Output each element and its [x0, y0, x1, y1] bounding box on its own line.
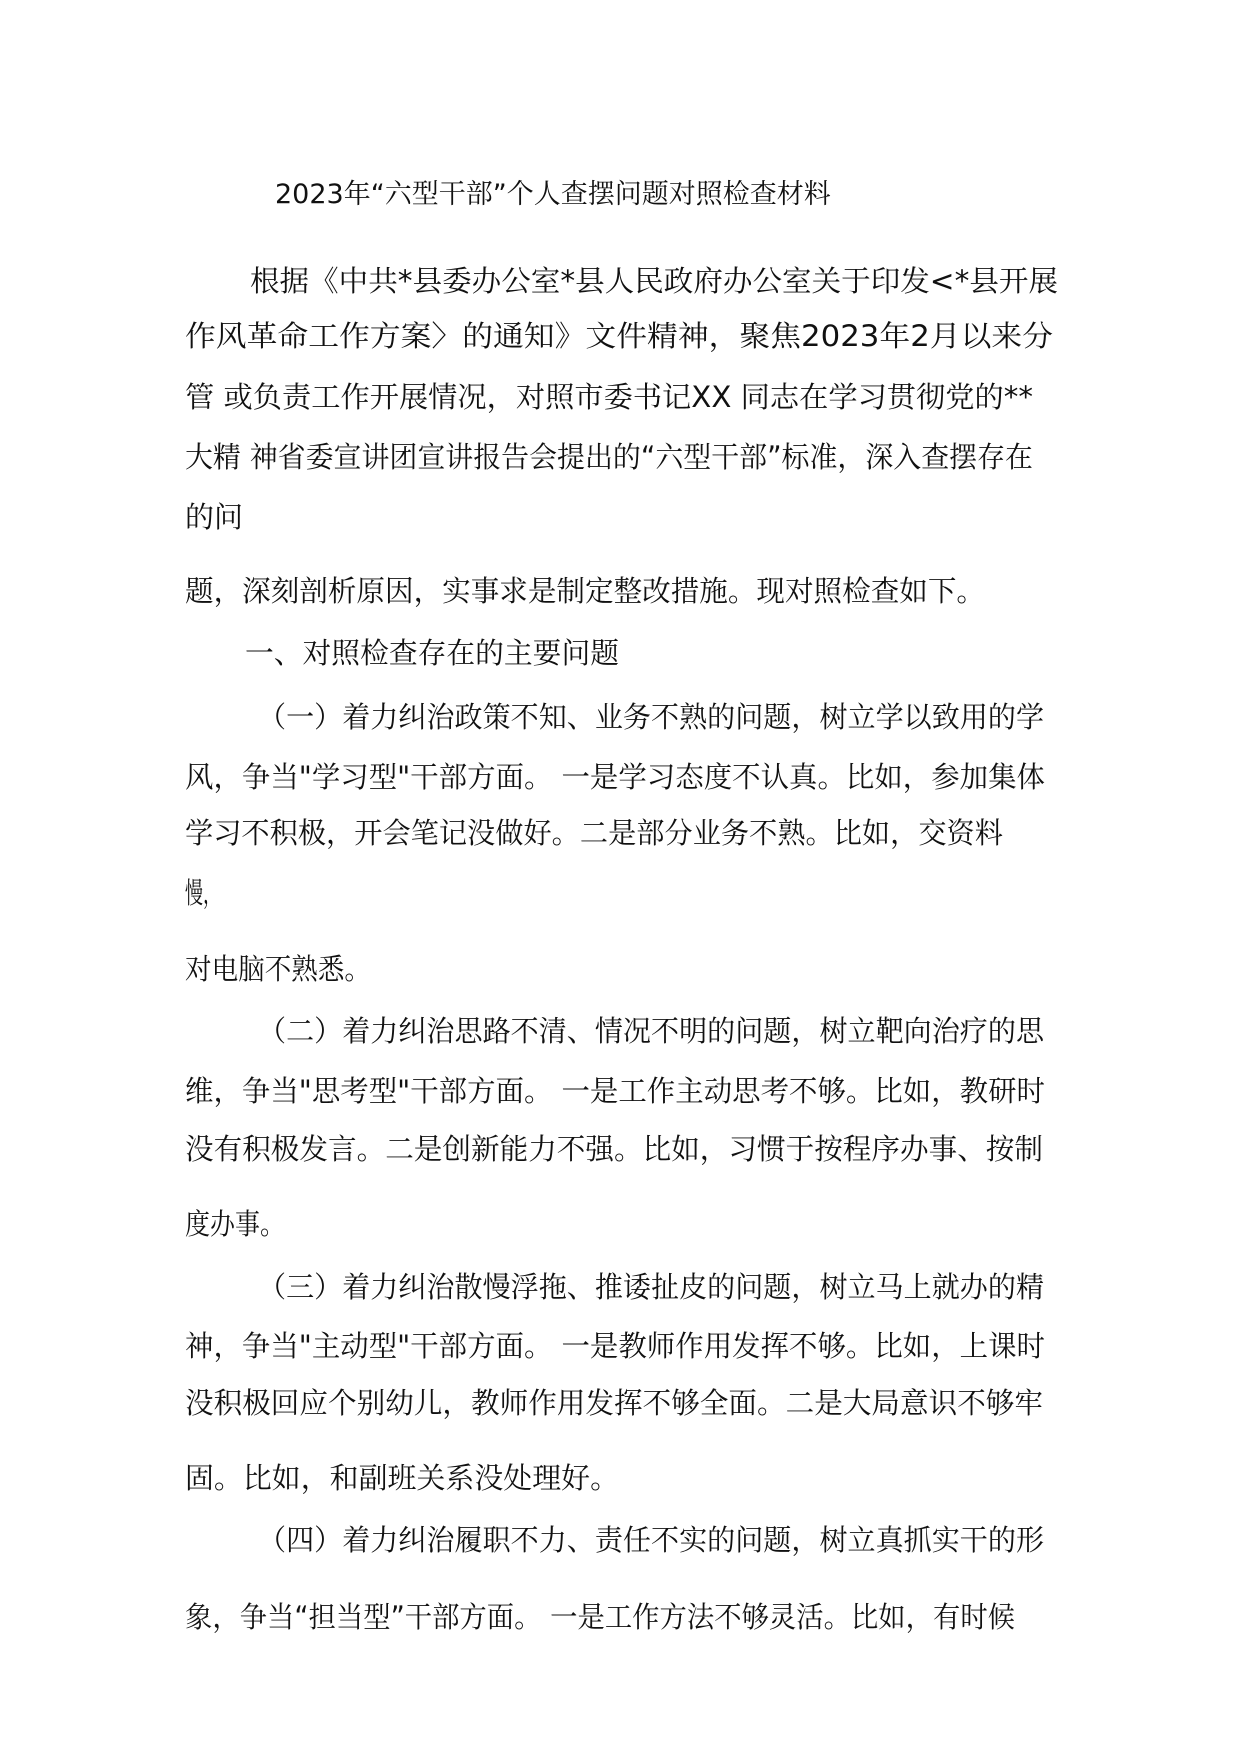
- body-line: 题，深刻剖析原因，实事求是制定整改措施。现对照检查如下。: [185, 574, 985, 608]
- body-line: 作风革命工作方案〉的通知》文件精神，聚焦2023年2月以来分: [185, 319, 1054, 353]
- body-line: 没积极回应个别幼儿，教师作用发挥不够全面。二是大局意识不够牢: [185, 1386, 1044, 1420]
- document-title: 2023年“六型干部”个人查摆问题对照检查材料: [275, 179, 831, 210]
- body-line: 大精 神省委宣讲团宣讲报告会提出的“六型干部”标准，深入查摆存在: [185, 440, 1033, 474]
- body-line: 学习不积极，开会笔记没做好。二是部分业务不熟。比如，交资料: [185, 816, 1003, 850]
- body-line: 象，争当“担当型”干部方面。 一是工作方法不够灵活。比如，有时候: [185, 1600, 1016, 1634]
- body-line: 固。比如，和副班关系没处理好。: [185, 1461, 620, 1495]
- body-line: 没有积极发言。二是创新能力不强。比如，习惯于按程序办事、按制: [185, 1132, 1044, 1166]
- body-line: （四）着力纠治履职不力、责任不实的问题，树立真抓实干的形: [258, 1523, 1045, 1557]
- body-line: 度办事。: [185, 1207, 286, 1241]
- body-line: 维，争当"思考型"干部方面。 一是工作主动思考不够。比如，教研时: [185, 1074, 1045, 1108]
- body-line: 慢，: [185, 876, 221, 910]
- body-line: 对电脑不熟悉。: [185, 952, 372, 986]
- section-heading: 一、对照检查存在的主要问题: [245, 636, 619, 670]
- body-line: 神，争当"主动型"干部方面。 一是教师作用发挥不够。比如，上课时: [185, 1329, 1045, 1363]
- body-line: （三）着力纠治散慢浮拖、推诿扯皮的问题，树立马上就办的精: [258, 1270, 1045, 1304]
- body-line: 根据《中共*县委办公室*县人民政府办公室关于印发<*县开展: [250, 264, 1059, 298]
- body-line: 的问: [185, 500, 243, 534]
- body-line: （二）着力纠治思路不清、情况不明的问题，树立靶向治疗的思: [258, 1014, 1045, 1048]
- body-line: （一）着力纠治政策不知、业务不熟的问题，树立学以致用的学: [258, 700, 1045, 734]
- body-line: 风，争当"学习型"干部方面。 一是学习态度不认真。比如，参加集体: [185, 760, 1045, 794]
- body-line: 管 或负责工作开展情况，对照市委书记XX 同志在学习贯彻党的**: [185, 380, 1033, 414]
